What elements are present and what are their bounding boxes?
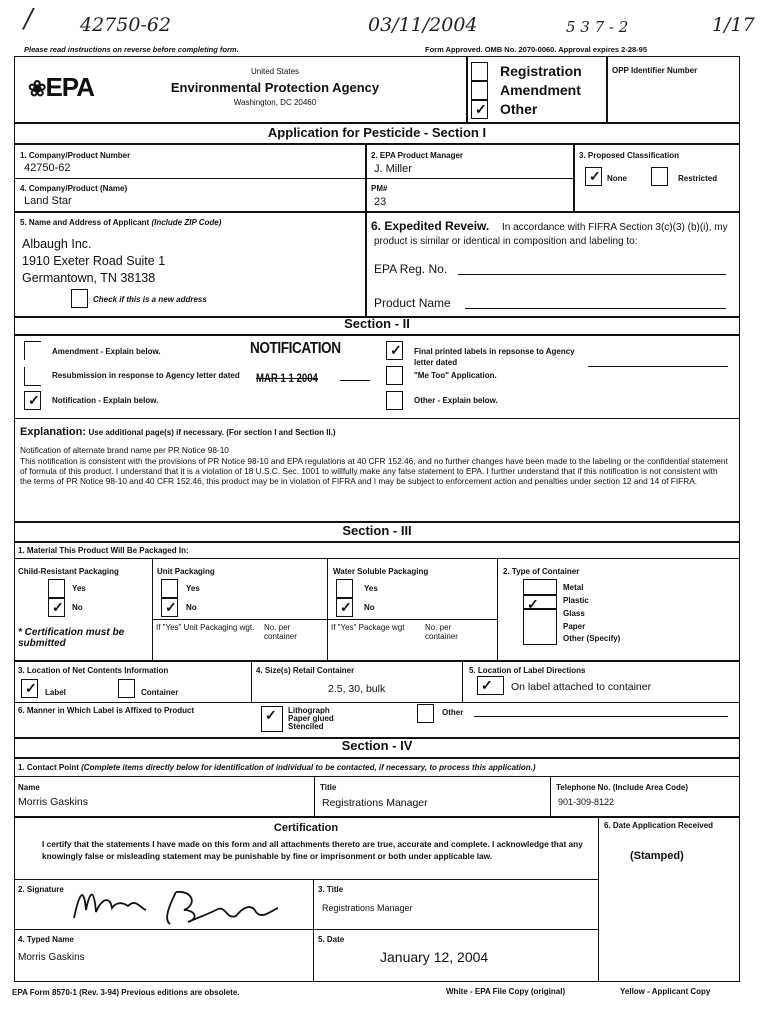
typed-name-value: Morris Gaskins: [18, 952, 85, 963]
child-resistant-no-label: No: [72, 603, 83, 612]
manner-label: 6. Manner in Which Label is Affixed to Product: [18, 706, 195, 715]
amendment-explain-label: Amendment - Explain below.: [52, 347, 161, 356]
other-explain-checkbox[interactable]: [386, 391, 403, 410]
handwritten-ref: 5 3 7 - 2: [566, 18, 629, 36]
registration-checkbox[interactable]: [471, 62, 488, 81]
certification-note: * Certification must be submitted: [18, 627, 125, 649]
unit-no-per-container-label: No. per container: [264, 623, 297, 641]
date-value: January 12, 2004: [380, 949, 489, 965]
product-manager: J. Miller: [374, 163, 412, 175]
new-address-label: Check if this is a new address: [93, 295, 207, 304]
unit-packaging-yes-checkbox[interactable]: [161, 579, 178, 598]
net-label-label: Label: [45, 688, 66, 697]
title3-label: 3. Title: [318, 885, 344, 894]
net-label-checkbox[interactable]: [21, 679, 38, 698]
handwritten-date: 03/11/2004: [368, 14, 478, 36]
contact-name-label: Name: [18, 783, 40, 792]
product-name-line[interactable]: [465, 308, 726, 309]
container-plastic-checkbox[interactable]: [523, 595, 557, 609]
pm-number: 23: [374, 196, 387, 208]
me-too-label: "Me Too" Application.: [414, 371, 497, 380]
unit-packaging-yes-label: Yes: [186, 584, 200, 593]
container-paper-label: Paper: [563, 622, 586, 631]
stamped-note: (Stamped): [630, 850, 684, 862]
amendment-checkbox[interactable]: [471, 81, 488, 100]
child-resistant-yes-checkbox[interactable]: [48, 579, 65, 598]
explanation-heading: Explanation: Use additional page(s) if necessary. (For section I and Section II.): [20, 426, 336, 438]
epa-reg-line[interactable]: [458, 274, 726, 275]
form-approved-text: Form Approved. OMB No. 2070-0060. Approval expires 2-28-95: [425, 45, 648, 54]
manner-stenciled: Stenciled: [288, 722, 324, 731]
applicant-city: Germantown, TN 38138: [22, 271, 156, 285]
classification-restricted-checkbox[interactable]: [651, 167, 668, 186]
classification-none-label: None: [607, 174, 627, 183]
water-soluble-label: Water Soluble Packaging: [333, 567, 429, 576]
manner-other-checkbox[interactable]: [417, 704, 434, 723]
epa-flower-icon: ❀: [28, 76, 46, 101]
applicant-label: 5. Name and Address of Applicant (Include ZIP Code): [20, 218, 222, 227]
signature-image: [66, 880, 296, 930]
directions-value: On label attached to container: [511, 681, 652, 693]
expedited-text: In accordance with FIFRA Section 3(c)(3) (b)(i), my product is similar or identical in composition and labeling to:: [374, 222, 728, 247]
agency-name: Environmental Protection Agency: [170, 80, 380, 95]
water-soluble-no-label: No: [364, 603, 375, 612]
water-soluble-yes-label: Yes: [364, 584, 378, 593]
container-glass-paper-other-checkbox[interactable]: [523, 609, 557, 645]
notification-label: Notification - Explain below.: [52, 396, 159, 405]
child-resistant-no-checkbox[interactable]: [48, 598, 65, 617]
water-soluble-yes-checkbox[interactable]: [336, 579, 353, 598]
me-too-checkbox[interactable]: [386, 366, 403, 385]
explanation-body: This notification is consistent with the provisions of PR Notice 98-10 and EPA regulations at 40 CFR 152.46, and no further changes have been made to the labeling or the confidential statement of formula of this product. I understand that it is a violation of 18 U.S.C. Sec. 1001 to willfully make any false statement to EPA. I further understand that if this notification is not consistent with the terms of PR Notice 98-10 and 40 CFR 152.46, this product may be in violation of FIFRA and I may be subject to enforcement action and penalties under section 12 and 14 of FIFRA.: [20, 456, 728, 486]
date-label: 5. Date: [318, 935, 345, 944]
section2-title: Section - II: [344, 316, 410, 331]
form-id: EPA Form 8570-1 (Rev. 3-94) Previous editions are obsolete.: [12, 988, 240, 997]
other-label: Other: [500, 101, 538, 117]
section4-title: Section - IV: [341, 738, 413, 753]
signature-label: 2. Signature: [18, 885, 64, 894]
date-received-label: 6. Date Application Received: [604, 821, 714, 830]
final-labels-date-line[interactable]: [588, 366, 728, 367]
classification-restricted-label: Restricted: [678, 174, 718, 183]
package-weight-label: If "Yes" Package wgt: [331, 623, 405, 632]
instructions-text: Please read instructions on reverse before completing form.: [24, 45, 239, 54]
yellow-copy-note: Yellow - Applicant Copy: [620, 987, 711, 996]
section1-title: Application for Pesticide - Section I: [267, 125, 487, 140]
handwritten-page: 1/17: [712, 14, 755, 36]
notification-checkbox[interactable]: [24, 391, 41, 410]
package-no-per-container-label: No. per container: [425, 623, 458, 641]
certification-title: Certification: [273, 822, 339, 834]
pm-number-label: PM#: [371, 184, 388, 193]
applicant-street: 1910 Exeter Road Suite 1: [22, 254, 166, 268]
certification-text: I certify that the statements I have made on this form and all attachments thereto are true, accurate and complete. I acknowledge that any knowingly false or misleading statement may be punishable by fine or imprisonment or both under applicable law.: [42, 839, 583, 861]
resubmission-date-line: [340, 380, 370, 381]
unit-packaging-no-checkbox[interactable]: [161, 598, 178, 617]
directions-checkbox[interactable]: [477, 676, 504, 695]
final-labels-checkbox[interactable]: [386, 341, 403, 360]
sizes-label: 4. Size(s) Retail Container: [256, 666, 355, 675]
material-label: 1. Material This Product Will Be Packaged In:: [18, 546, 189, 555]
child-resistant-yes-label: Yes: [72, 584, 86, 593]
phone-value: 901-309-8122: [558, 797, 615, 807]
contact-title-label: Title: [320, 783, 337, 792]
product-manager-label: 2. EPA Product Manager: [371, 151, 464, 160]
manner-other-label: Other: [442, 708, 464, 717]
company-product-name-label: 4. Company/Product (Name): [20, 184, 128, 193]
container-metal-label: Metal: [563, 583, 584, 592]
unit-packaging-label: Unit Packaging: [157, 567, 215, 576]
section3-title: Section - III: [342, 523, 412, 538]
water-soluble-no-checkbox[interactable]: [336, 598, 353, 617]
contact-title: Registrations Manager: [322, 797, 428, 809]
other-checkbox[interactable]: [471, 100, 488, 119]
child-resistant-label: Child-Resistant Packaging: [18, 567, 119, 576]
unit-packaging-no-label: No: [186, 603, 197, 612]
product-name-label: Product Name: [374, 296, 451, 310]
sizes-value: 2.5, 30, bulk: [328, 683, 386, 695]
registration-label: Registration: [500, 63, 582, 79]
unit-packaging-weight-label: If "Yes" Unit Packaging wgt.: [156, 623, 255, 632]
handwritten-file-number: 42750-62: [80, 14, 172, 36]
container-other-label: Other (Specify): [563, 634, 621, 643]
new-address-checkbox[interactable]: [71, 289, 88, 308]
date-stamp: MAR 1 1 2004: [256, 371, 318, 385]
container-glass-label: Glass: [563, 609, 585, 618]
white-copy-note: White - EPA File Copy (original): [446, 987, 566, 996]
applicant-name: Albaugh Inc.: [22, 237, 92, 251]
phone-label: Telephone No. (Include Area Code): [556, 783, 689, 792]
agency-address: Washington, DC 20460: [233, 98, 317, 107]
manner-lithograph: Lithograph: [288, 706, 330, 715]
opp-identifier-label: OPP Identifier Number: [612, 66, 698, 75]
net-container-label: Container: [141, 688, 179, 697]
manner-paper-glued: Paper glued: [288, 714, 334, 723]
manner-checkbox[interactable]: [261, 706, 283, 732]
classification-none-checkbox[interactable]: [585, 167, 602, 186]
epa-reg-label: EPA Reg. No.: [374, 262, 448, 276]
contact-point-heading: 1. Contact Point (Complete items directly below for identification of individual to be contacted, if necessary, to process this application.): [18, 763, 536, 772]
amendment-explain-checkbox[interactable]: [24, 341, 41, 360]
classification-label: 3. Proposed Classification: [579, 151, 680, 160]
company-product-name: Land Star: [24, 195, 72, 207]
other-explain-label: Other - Explain below.: [414, 396, 498, 405]
company-product-number-label: 1. Company/Product Number: [20, 151, 131, 160]
resubmission-checkbox[interactable]: [24, 367, 41, 386]
typed-name-label: 4. Typed Name: [18, 935, 74, 944]
container-metal-checkbox[interactable]: [523, 579, 557, 595]
company-product-number: 42750-62: [24, 162, 71, 174]
explanation-line-1: Notification of alternate brand name per PR Notice 98-10: [20, 445, 229, 455]
container-type-label: 2. Type of Container: [503, 567, 580, 576]
agency-country: United States: [250, 67, 300, 76]
net-contents-label: 3. Location of Net Contents Information: [18, 666, 169, 675]
directions-label: 5. Location of Label Directions: [469, 666, 586, 675]
final-labels-label: Final printed labels in repsonse to Agency letter dated: [414, 347, 575, 367]
net-container-checkbox[interactable]: [118, 679, 135, 698]
contact-name: Morris Gaskins: [18, 796, 89, 808]
amendment-label: Amendment: [500, 82, 581, 98]
resubmission-label: Resubmission in response to Agency letter dated: [52, 371, 240, 380]
container-plastic-label: Plastic: [563, 596, 589, 605]
notification-stamp: NOTIFICATION: [250, 340, 341, 357]
corner-mark: /: [24, 4, 33, 34]
manner-other-line[interactable]: [474, 716, 728, 717]
title3-value: Registrations Manager: [322, 903, 413, 913]
expedited-label: 6. Expedited Reveiw.: [371, 219, 490, 233]
epa-logo: ❀EPA: [28, 72, 94, 102]
